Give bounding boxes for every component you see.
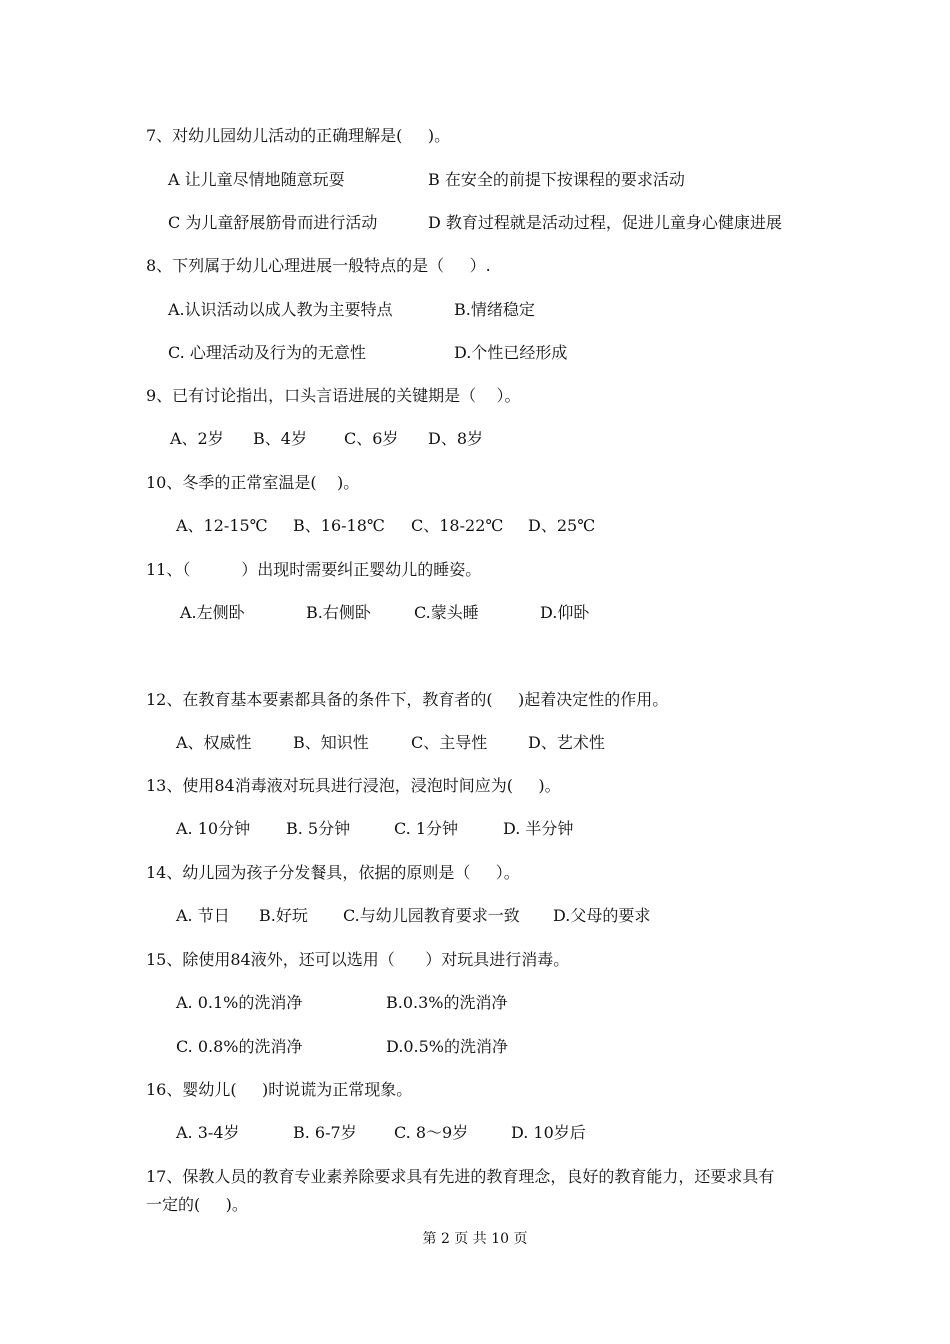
q9-option-a: A、2岁 [170, 429, 224, 448]
question-12: 12、在教育基本要素都具备的条件下，教育者的( )起着决定性的作用。 [146, 690, 669, 709]
q11-option-d: D.仰卧 [540, 603, 590, 622]
question-11: 11、（ ）出现时需要纠正婴幼儿的睡姿。 [146, 560, 482, 579]
question-17-line-2: 一定的( )。 [146, 1195, 248, 1214]
q13-option-a: A. 10分钟 [176, 819, 251, 838]
q13-option-b: B. 5分钟 [286, 819, 351, 838]
question-10: 10、冬季的正常室温是( )。 [146, 473, 360, 492]
question-14: 14、幼儿园为孩子分发餐具，依据的原则是（ ）。 [146, 863, 520, 882]
q15-option-b: B.0.3%的洗消净 [386, 993, 508, 1012]
q10-option-c: C、18-22℃ [411, 516, 504, 535]
question-16: 16、婴幼儿( )时说谎为正常现象。 [146, 1080, 413, 1099]
q10-option-d: D、25℃ [528, 516, 596, 535]
q14-option-a: A. 节日 [176, 906, 230, 925]
q10-option-a: A、12-15℃ [176, 516, 268, 535]
question-8: 8、下列属于幼儿心理进展一般特点的是（ ）. [146, 256, 491, 275]
q7-option-d: D 教育过程就是活动过程，促进儿童身心健康进展 [428, 213, 782, 232]
q8-option-c: C. 心理活动及行为的无意性 [168, 343, 366, 362]
q13-option-c: C. 1分钟 [394, 819, 459, 838]
q12-option-d: D、艺术性 [528, 733, 605, 752]
q16-option-c: C. 8～9岁 [394, 1123, 469, 1142]
q14-option-c: C.与幼儿园教育要求一致 [343, 906, 520, 925]
q7-option-b: B 在安全的前提下按课程的要求活动 [428, 170, 685, 189]
q13-option-d: D. 半分钟 [503, 819, 574, 838]
question-7: 7、对幼儿园幼儿活动的正确理解是( )。 [146, 126, 451, 145]
q12-option-a: A、权威性 [176, 733, 252, 752]
q11-option-c: C.蒙头睡 [414, 603, 479, 622]
q16-option-a: A. 3-4岁 [176, 1123, 240, 1142]
q10-option-b: B、16-18℃ [293, 516, 385, 535]
q9-option-d: D、8岁 [428, 429, 484, 448]
q15-option-c: C. 0.8%的洗消净 [176, 1037, 303, 1056]
q12-option-b: B、知识性 [293, 733, 369, 752]
q14-option-b: B.好玩 [259, 906, 308, 925]
q8-option-d: D.个性已经形成 [454, 343, 568, 362]
q7-option-a: A 让儿童尽情地随意玩耍 [168, 170, 345, 189]
q9-option-b: B、4岁 [253, 429, 307, 448]
q15-option-a: A. 0.1%的洗消净 [176, 993, 303, 1012]
q12-option-c: C、主导性 [411, 733, 488, 752]
q7-option-c: C 为儿童舒展筋骨而进行活动 [168, 213, 378, 232]
question-15: 15、除使用84液外，还可以选用（ ）对玩具进行消毒。 [146, 950, 570, 969]
q8-option-b: B.情绪稳定 [454, 300, 535, 319]
q16-option-b: B. 6-7岁 [293, 1123, 357, 1142]
question-9: 9、已有讨论指出，口头言语进展的关键期是（ ）。 [146, 386, 521, 405]
q8-option-a: A.认识活动以成人教为主要特点 [168, 300, 393, 319]
question-17-line-1: 17、保教人员的教育专业素养除要求具有先进的教育理念，良好的教育能力，还要求具有 [146, 1167, 775, 1186]
question-13: 13、使用84消毒液对玩具进行浸泡，浸泡时间应为( )。 [146, 776, 561, 795]
q16-option-d: D. 10岁后 [511, 1123, 586, 1142]
q14-option-d: D.父母的要求 [553, 906, 651, 925]
q11-option-a: A.左侧卧 [180, 603, 245, 622]
q15-option-d: D.0.5%的洗消净 [386, 1037, 508, 1056]
q11-option-b: B.右侧卧 [306, 603, 371, 622]
q9-option-c: C、6岁 [344, 429, 399, 448]
page-footer: 第 2 页 共 10 页 [422, 1231, 528, 1247]
